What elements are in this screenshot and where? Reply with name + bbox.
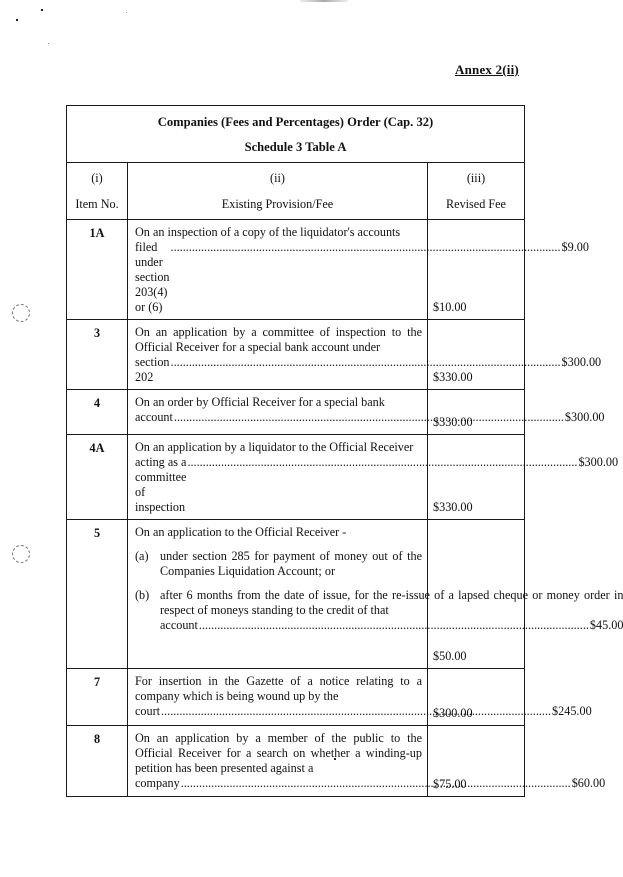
existing-provision: On an application to the Official Receiver - (a) under section 285 for payment of money out of the Companies Liquidation Account; or (b) after 6 months from the date of issue, for the re-issue of a lapsed cheque or money order in respect of moneys standing to the credit of that account ..... $45.00 [128,520,428,669]
revised-fee: $10.00 [428,220,525,320]
scan-speck [41,9,43,11]
existing-fee: $245.00 [552,704,592,718]
existing-provision: On an application by a liquidator to the Official Receiver acting as a committee of inspection ..... $300.00 [128,435,428,520]
header-item-no: (i) Item No. [67,163,128,220]
existing-fee: $9.00 [561,240,589,254]
item-number: 1A [67,220,128,320]
existing-fee: $300.00 [578,455,619,469]
revised-fee: $330.00 [428,435,525,520]
scan-smudge [300,0,348,2]
existing-fee: $300.00 [561,355,602,369]
table-title-row [67,106,525,163]
table-row [67,669,525,726]
existing-provision: On an order by Official Receiver for a special bank account ..... $300.00 [128,390,428,435]
table-title: Companies (Fees and Percentages) Order (Cap. 32) [157,115,434,129]
item-number: 5 [67,520,128,669]
existing-provision: On an application by a committee of inspection to the Official Receiver for a special bank account under section 202 ..... $300.00 [128,320,428,390]
revised-fee: $50.00 [428,520,525,669]
table-row [67,390,525,435]
table-row [67,726,525,797]
punch-hole-icon [12,545,30,563]
revised-fee: $75.00 [428,726,525,797]
existing-fee: $60.00 [571,776,606,790]
revised-fee: $330.00 [428,390,525,435]
item-number: 4 [67,390,128,435]
revised-fee: $300.00 [428,669,525,726]
existing-fee: $45.00 [589,618,623,632]
scan-speck [16,19,18,21]
table-title-cell [67,106,525,163]
existing-fee: $300.00 [564,410,605,424]
table-header-row [67,163,525,220]
table-row [67,520,525,669]
existing-provision: On an application by a member of the public to the Official Receiver for a search on whether a winding-up petition has been presented against a company ..... $60.00 [128,726,428,797]
annex-label: Annex 2(ii) [455,62,519,77]
table-row [67,435,525,520]
existing-provision: On an inspection of a copy of the liquidator's accounts filed under section 203(4) or (6) ..... $9.00 [128,220,428,320]
revised-fee: $330.00 [428,320,525,390]
fees-table [66,105,623,797]
item-number: 3 [67,320,128,390]
existing-provision: For insertion in the Gazette of a notice relating to a company which is being wound up by the court ..... $245.00 [128,669,428,726]
item-number: 7 [67,669,128,726]
header-revised-fee: (iii) Revised Fee [428,163,525,220]
scan-speck [126,12,127,13]
header-existing-fee: (ii) Existing Provision/Fee [128,163,428,220]
item-number: 8 [67,726,128,797]
punch-hole-icon [12,304,30,322]
item-number: 4A [67,435,128,520]
sub-item-b: (b) after 6 months from the date of issue, for the re-issue of a lapsed cheque or money order in respect of moneys standing to the credit of that account ..... $45.00 [135,588,422,633]
table-row [67,220,525,320]
sub-item-a: (a) under section 285 for payment of money out of the Companies Liquidation Account; or [135,549,422,578]
scan-speck [48,43,49,44]
table-subtitle: Schedule 3 Table A [244,140,347,154]
table-row [67,320,525,390]
